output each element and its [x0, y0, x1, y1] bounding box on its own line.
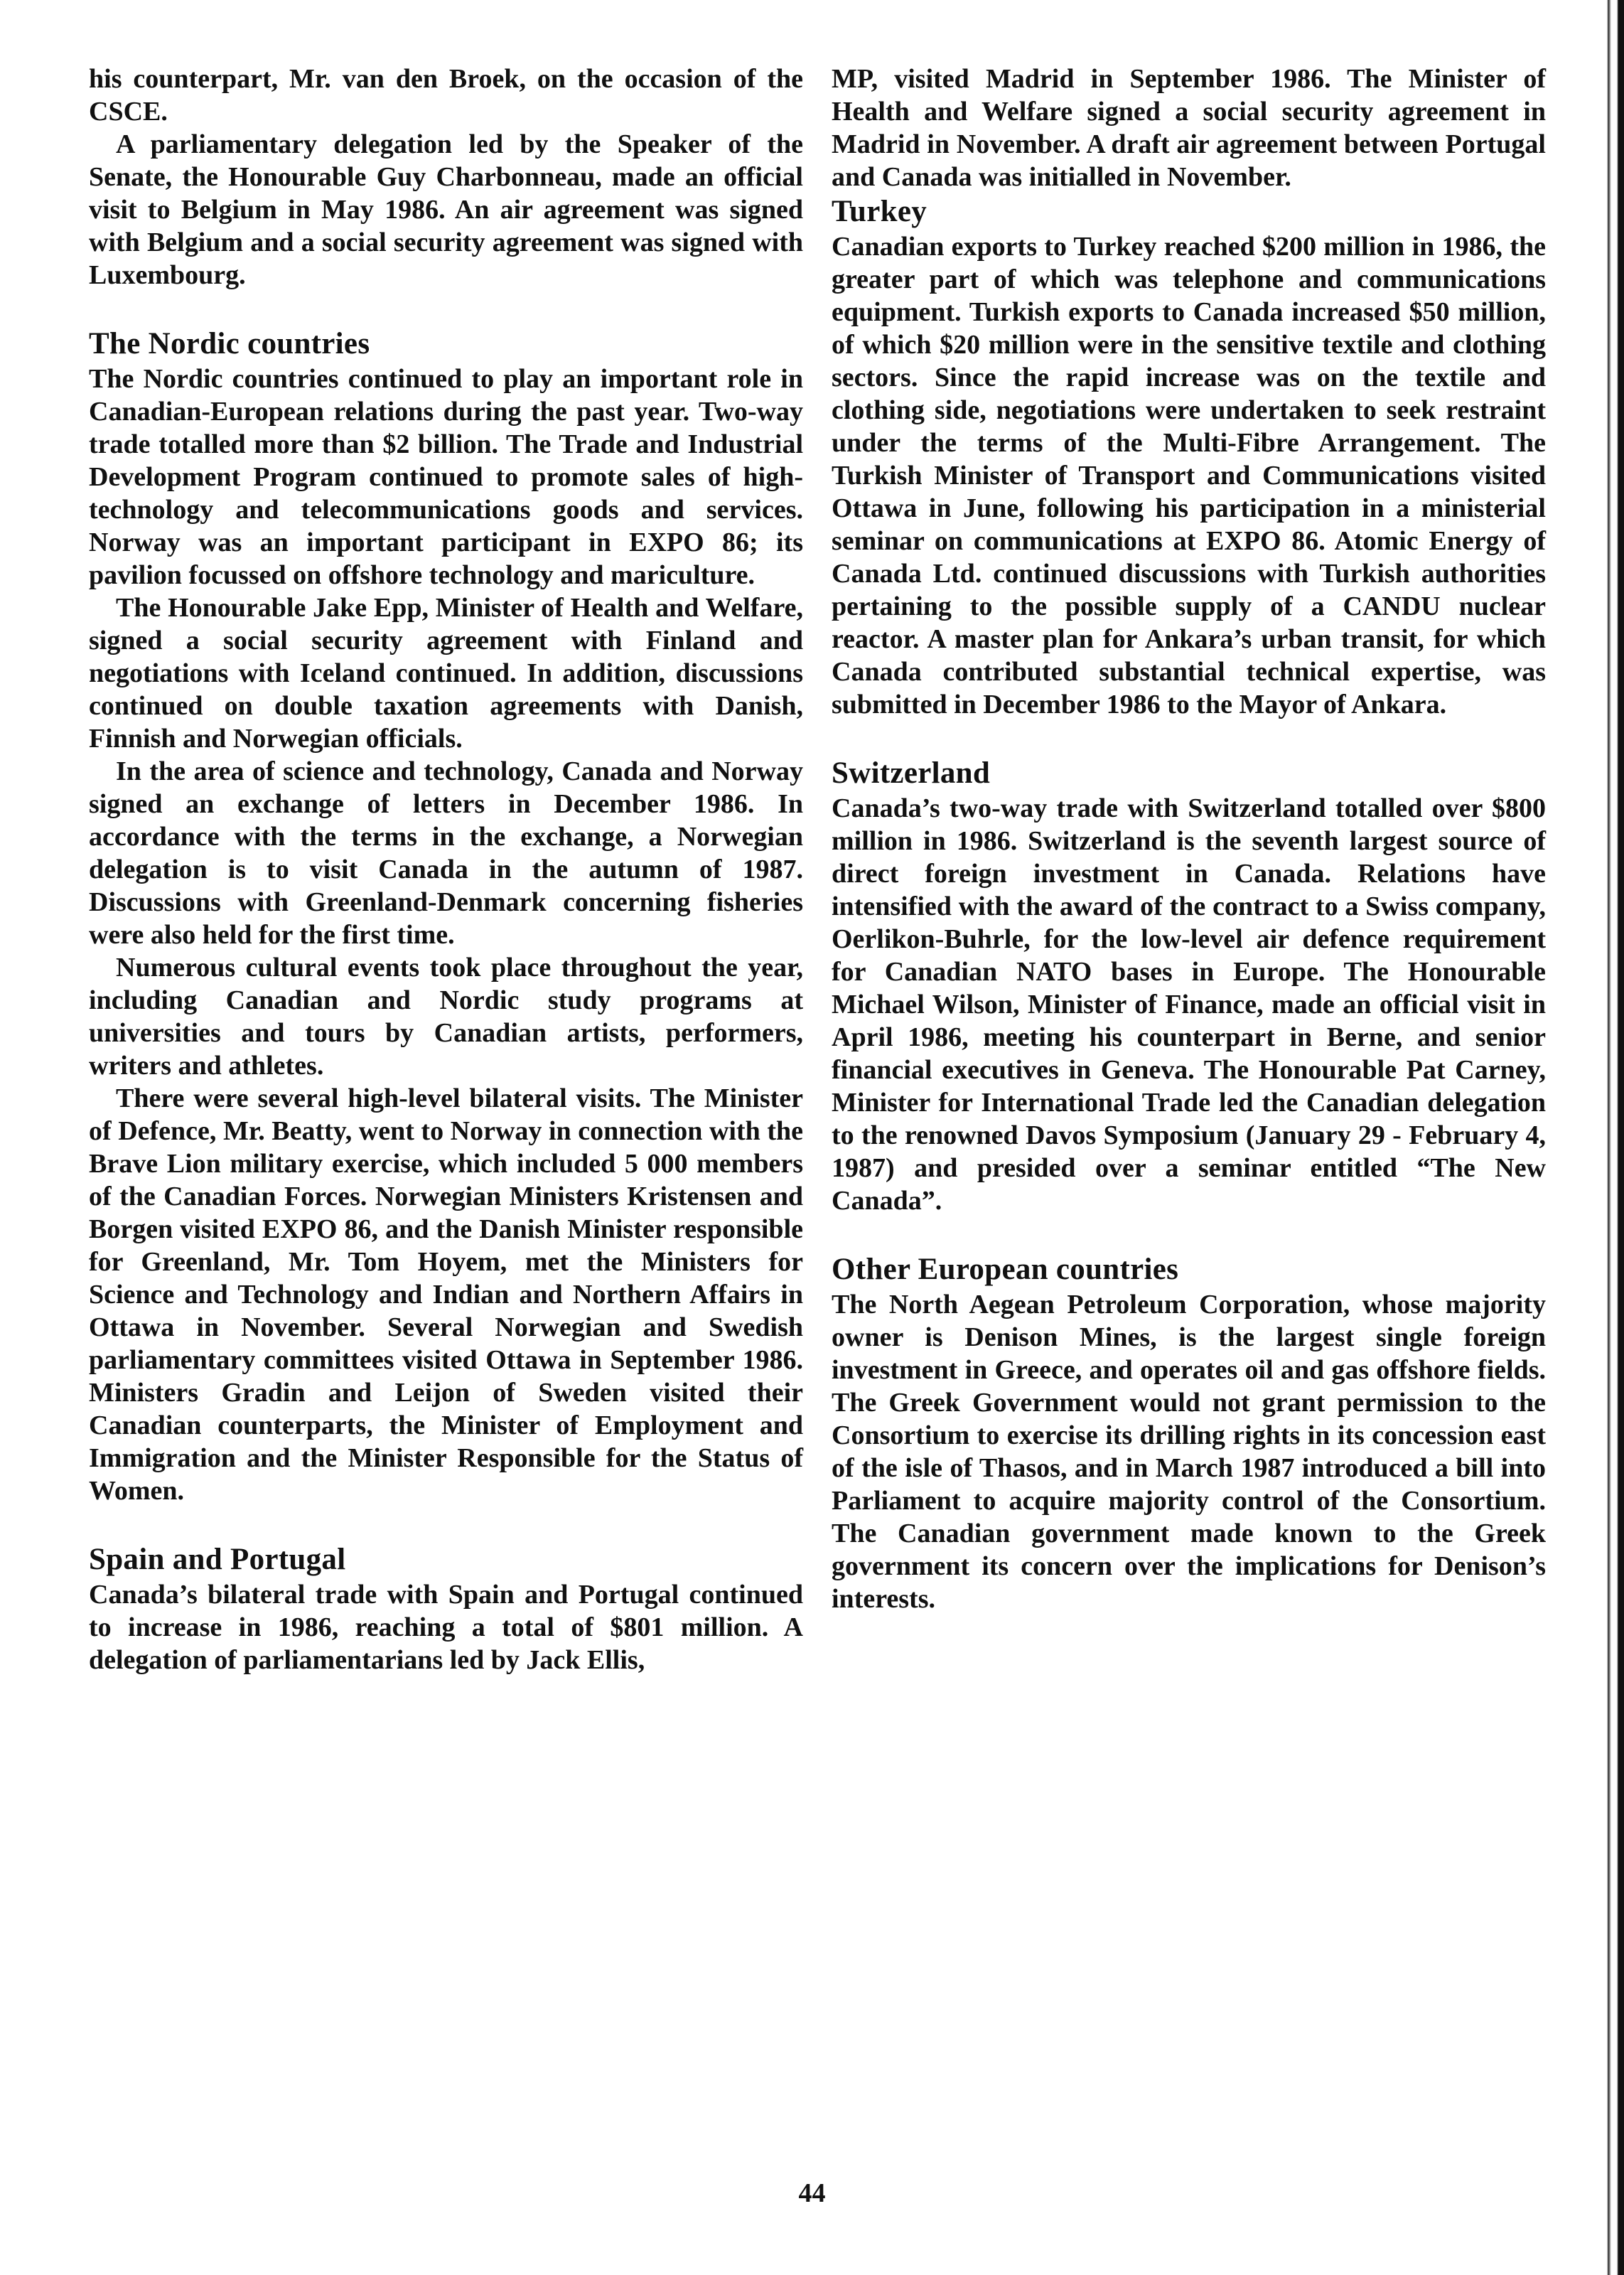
belgium-visit-paragraph: A parliamentary delegation led by the Speaker of the Senate, the Honourable Guy Charbonneau, made an official visit to Belgium in May 1986. An air agreement was signed with Belgium and a social security agreement was signed with Luxembourg. — [89, 129, 803, 290]
nordic-paragraph: The Honourable Jake Epp, Minister of Health and Welfare, signed a social security agreement with Finland and negotiations with Iceland continued. In addition, discussions continued on double taxation agreements with Danish, Finnish and Norwegian officials. — [89, 593, 803, 754]
turkey-paragraph: Canadian exports to Turkey reached $200 million in 1986, the greater part of which was telephone and communications equipment. Turkish exports to Canada increased $50 million, of which $20 million were in the sensitive textile and clothing sectors. Since the rapid increase was on the textile and clothing side, negotiations were undertaken to seek restraint under the terms of the Multi-Fibre Arrangement. The Turkish Minister of Transport and Communications visited Ottawa in June, following his participation in a ministerial seminar on communications at EXPO 86. Atomic Energy of Canada Ltd. continued discussions with Turkish authorities pertaining to the possible supply of a CANDU nuclear reactor. A master plan for Ankara’s urban transit, for which Canada contributed substantial technical expertise, was submitted in December 1986 to the Mayor of Ankara. — [832, 232, 1546, 719]
turkey-heading: Turkey — [832, 195, 927, 228]
nordic-paragraph: In the area of science and technology, Canada and Norway signed an exchange of letters in December 1986. In accordance with the terms in the exchange, a Norwegian delegation is to visit Canada in the autumn of 1987. Discussions with Greenland-Denmark concerning fisheries were also held for the first time. — [89, 756, 803, 950]
other-european-countries-heading: Other European countries — [832, 1253, 1179, 1286]
right-column — [832, 63, 1546, 1615]
other-european-paragraph: The North Aegean Petroleum Corporation, whose majority owner is Denison Mines, is the largest single foreign investment in Greece, and operates oil and gas offshore fields. The Greek Government would not grant permission to the Consortium to exercise its drilling rights in its concession east of the isle of Thasos, and in March 1987 introduced a bill into Parliament to acquire majority control of the Consortium. The Canadian government made known to the Greek government its concern over the implications for Denison’s interests. — [832, 1290, 1546, 1614]
left-column — [89, 63, 803, 1676]
madrid-visit-paragraph: MP, visited Madrid in September 1986. The Minister of Health and Welfare signed a social security agreement in Madrid in November. A draft air agreement between Portugal and Canada was initialled in November. — [832, 64, 1546, 192]
intro-continued-paragraph: his counterpart, Mr. van den Broek, on the occasion of the CSCE. — [89, 64, 803, 127]
switzerland-paragraph: Canada’s two-way trade with Switzerland totalled over $800 million in 1986. Switzerland is the seventh largest source of direct foreign investment in Canada. Relations have intensified with the award of the contract to a Swiss company, Oerlikon-Buhrle, for the low-level air defence requirement for Canadian NATO bases in Europe. The Honourable Michael Wilson, Minister of Finance, made an official visit in April 1986, meeting his counterpart in Berne, and senior financial executives in Geneva. The Honourable Pat Carney, Minister for International Trade led the Canadian delegation to the renowned Davos Symposium (January 29 - February 4, 1987) and presided over a seminar entitled “The New Canada”. — [832, 793, 1546, 1216]
nordic-countries-heading: The Nordic countries — [89, 327, 370, 360]
spain-portugal-heading: Spain and Portugal — [89, 1543, 346, 1576]
spain-portugal-paragraph: Canada’s bilateral trade with Spain and Portugal continued to increase in 1986, reaching a total of $801 million. A delegation of parliamentarians led by Jack Ellis, — [89, 1580, 803, 1675]
nordic-paragraph: There were several high-level bilateral visits. The Minister of Defence, Mr. Beatty, went to Norway in connection with the Brave Lion military exercise, which included 5 000 members of the Canadian Forces. Norwegian Ministers Kristensen and Borgen visited EXPO 86, and the Danish Minister responsible for Greenland, Mr. Tom Hoyem, met the Ministers for Science and Technology and Indian and Northern Affairs in Ottawa in November. Several Norwegian and Swedish parliamentary committees visited Ottawa in September 1986. Ministers Gradin and Leijon of Sweden visited their Canadian counterparts, the Minister of Employment and Immigration and the Minister Responsible for the Status of Women. — [89, 1083, 803, 1506]
nordic-paragraph: The Nordic countries continued to play an important role in Canadian-European relations during the past year. Two-way trade totalled more than $2 billion. The Trade and Industrial Development Program continued to promote sales of high-technology and telecommunications goods and services. Norway was an important participant in EXPO 86; its pavilion focussed on offshore technology and mariculture. — [89, 364, 803, 590]
page-number: 44 — [798, 2178, 826, 2208]
nordic-paragraph: Numerous cultural events took place throughout the year, including Canadian and Nordic study programs at universities and tours by Canadian artists, performers, writers and athletes. — [89, 953, 803, 1081]
switzerland-heading: Switzerland — [832, 756, 991, 790]
binding-edge-shadow — [1603, 0, 1624, 2275]
